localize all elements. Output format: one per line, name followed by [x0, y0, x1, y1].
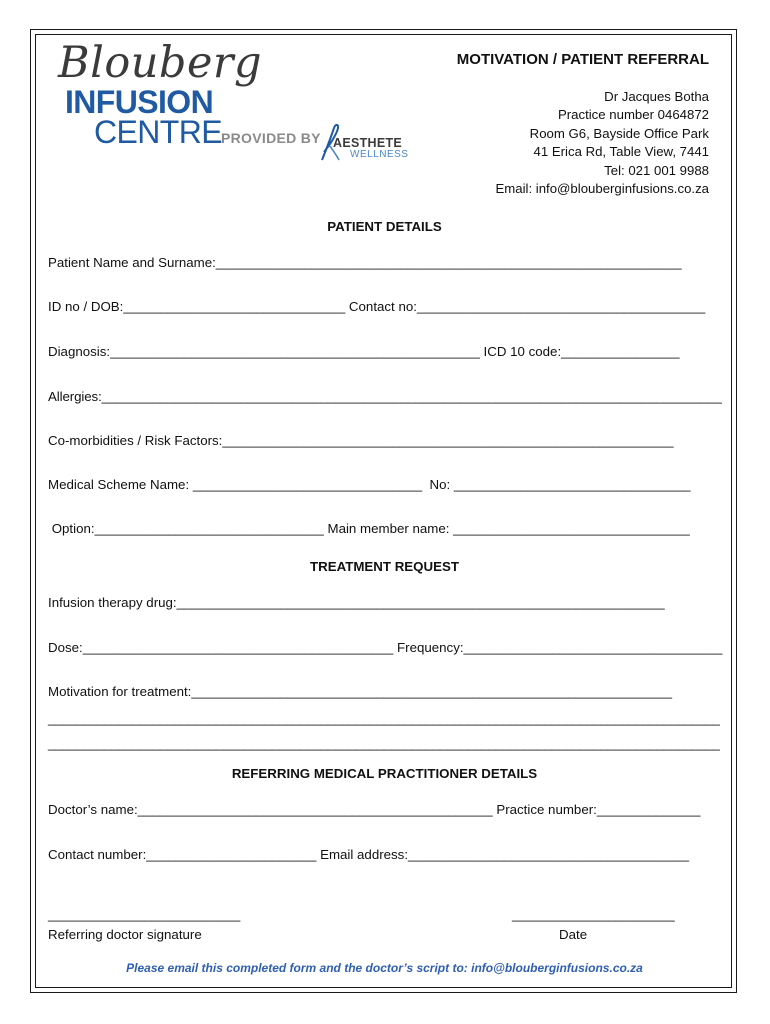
allergies-field[interactable]: Allergies:_____________________________________________________________________________________: [48, 389, 722, 404]
clinic-logo: [54, 38, 414, 163]
treatment-request-heading: TREATMENT REQUEST: [310, 559, 459, 574]
practice-address-block: [495, 88, 709, 198]
doctor-name-field[interactable]: Doctor’s name:________________________________________________ Practice number:______________: [48, 802, 701, 817]
practitioner-details-heading: REFERRING MEDICAL PRACTITIONER DETAILS: [231, 766, 538, 781]
logo-wellness-text: WELLNESS: [350, 149, 409, 160]
diagnosis-icd-field[interactable]: Diagnosis:__________________________________________________ ICD 10 code:________________: [48, 344, 680, 359]
practice-number: Practice number 0464872: [557, 107, 709, 123]
doctor-name: Dr Jacques Botha: [604, 89, 709, 104]
telephone: Tel: 021 001 9988: [604, 162, 709, 178]
logo-centre-text: CENTRE: [94, 114, 222, 150]
patient-name-field[interactable]: Patient Name and Surname:_______________________________________________________________: [48, 255, 682, 270]
motivation-line-3[interactable]: ________________________________________________________________________________________________: [48, 736, 720, 751]
logo-script-text: Blouberg: [58, 38, 262, 88]
medical-scheme-field[interactable]: Medical Scheme Name: _______________________________ No: ________________________________: [48, 477, 691, 492]
logo-provided-by: PROVIDED BY: [221, 130, 321, 146]
motivation-field[interactable]: Motivation for treatment:_________________________________________________________________: [48, 684, 673, 699]
motivation-line-2[interactable]: ________________________________________________________________________________________________: [48, 711, 720, 726]
id-dob-contact-field[interactable]: ID no / DOB:______________________________ Contact no:_______________________________________: [48, 299, 706, 314]
signature-line[interactable]: __________________________: [48, 907, 241, 922]
address-room: Room G6, Bayside Office Park: [529, 125, 709, 141]
footer-instruction: Please email this completed form and the doctor’s script to: info@blouberginfusions.co.za: [126, 961, 643, 975]
date-line[interactable]: ______________________: [512, 907, 675, 922]
date-label: Date: [559, 927, 588, 942]
patient-details-heading: PATIENT DETAILS: [327, 219, 442, 234]
option-member-field[interactable]: Option:_______________________________ Main member name: ________________________________: [48, 521, 690, 536]
email: Email: info@blouberginfusions.co.za: [495, 181, 709, 197]
form-title: MOTIVATION / PATIENT REFERRAL: [456, 51, 709, 68]
infusion-drug-field[interactable]: Infusion therapy drug:__________________________________________________________________: [48, 595, 665, 610]
contact-email-field[interactable]: Contact number:_______________________ Email address:______________________________________: [48, 847, 690, 862]
logo-aesthete-text: AESTHETE: [333, 136, 403, 150]
dose-frequency-field[interactable]: Dose:__________________________________________ Frequency:___________________________________: [48, 640, 723, 655]
comorbidities-field[interactable]: Co-morbidities / Risk Factors:_____________________________________________________________: [48, 433, 674, 448]
address-street: 41 Erica Rd, Table View, 7441: [533, 144, 709, 160]
signature-label: Referring doctor signature: [48, 927, 202, 942]
logo-infusion-text: INFUSION: [65, 84, 214, 120]
